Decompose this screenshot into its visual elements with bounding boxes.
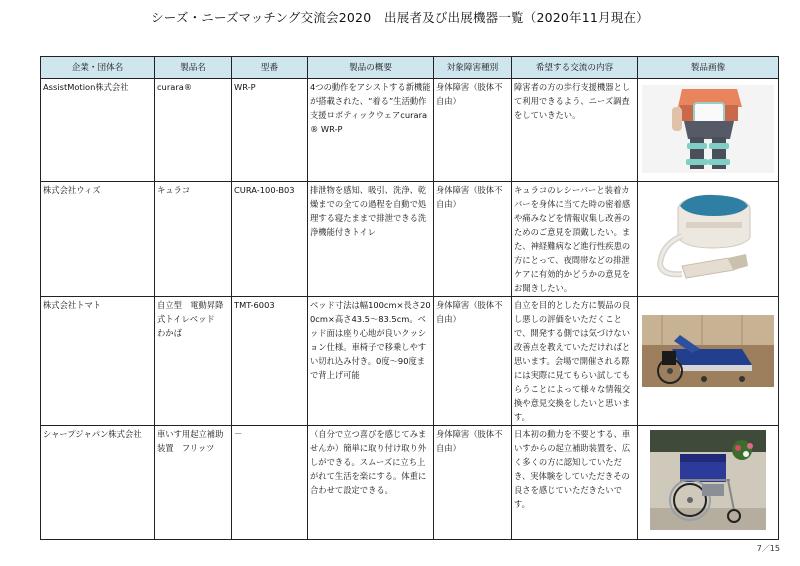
exchange-cell: 日本初の動力を不要とする、車いすからの起立補助装置を、広く多くの方に認知していただき、実体験をしていただきその良さを感じていただきたいです。 bbox=[512, 426, 638, 540]
header-product: 製品名 bbox=[155, 57, 232, 79]
exchange-cell: 自立を目的とした方に製品の良し悪しの評価をいただくことで、開発する側では気づけない改善点を教えていただければと思います。会場で開催される際には実際に見てもらい試してもらうことによって様々な情報交換や意見交換をしたいと思います。 bbox=[512, 297, 638, 426]
target-cell: 身体障害（肢体不自由） bbox=[434, 297, 512, 426]
company-cell: 株式会社トマト bbox=[41, 297, 155, 426]
exchange-cell: キュラコのレシーバーと装着カバーを身体に当てた時の密着感や痛みなどを情報収集し改善のためのご意見を頂戴したい。また、神経難病など進行性疾患の方にとって、夜間帯などの排泄ケアに有効的かどうかの意見をお聞きしたい。 bbox=[512, 182, 638, 297]
image-cell bbox=[638, 426, 779, 540]
company-cell: AssistMotion株式会社 bbox=[41, 79, 155, 182]
header-overview: 製品の概要 bbox=[308, 57, 434, 79]
target-cell: 身体障害（肢体不自由） bbox=[434, 79, 512, 182]
header-model: 型番 bbox=[232, 57, 308, 79]
target-cell: 身体障害（肢体不自由） bbox=[434, 426, 512, 540]
header-image: 製品画像 bbox=[638, 57, 779, 79]
page-title: シーズ・ニーズマッチング交流会2020 出展者及び出展機器一覧（2020年11月現在） bbox=[151, 10, 649, 25]
overview-cell: （自分で立つ喜びを感じてみませんか）簡単に取り付け取り外しができる。スムーズに立ち上がれて生活を楽にする。体重に合わせて設定できる。 bbox=[308, 426, 434, 540]
model-cell: WR-P bbox=[232, 79, 308, 182]
product-cell: 車いす用起立補助装置 フリッツ bbox=[155, 426, 232, 540]
exchange-cell: 障害者の方の歩行支援機器として利用できるよう、ニーズ調査をしていきたい。 bbox=[512, 79, 638, 182]
table-row bbox=[41, 297, 779, 426]
table-row bbox=[41, 79, 779, 182]
table-row bbox=[41, 182, 779, 297]
model-cell: TMT-6003 bbox=[232, 297, 308, 426]
header-exchange: 希望する交流の内容 bbox=[512, 57, 638, 79]
product-cell: 自立型 電動昇降式トイレベッド わかば bbox=[155, 297, 232, 426]
wheelchair-photo bbox=[650, 430, 766, 530]
company-cell: シャープジャパン株式会社 bbox=[41, 426, 155, 540]
toilet-bed-photo bbox=[642, 315, 774, 387]
table-header-row bbox=[41, 57, 779, 79]
header-target: 対象障害種別 bbox=[434, 57, 512, 79]
table-row bbox=[41, 426, 779, 540]
page-number: 7／15 bbox=[756, 544, 780, 553]
model-cell: CURA-100-B03 bbox=[232, 182, 308, 297]
product-cell: curara® bbox=[155, 79, 232, 182]
header-company: 企業・団体名 bbox=[41, 57, 155, 79]
target-cell: 身体障害（肢体不自由） bbox=[434, 182, 512, 297]
overview-cell: 排泄物を感知、吸引、洗浄、乾燥までの全ての過程を自動で処理する寝たままで排泄できる洗浄機能付きトイレ bbox=[308, 182, 434, 297]
robotic-wear-photo bbox=[642, 85, 774, 173]
overview-cell: ベッド寸法は幅100cm×長さ200cm×高さ43.5～83.5cm。ベッド面は座り心地が良いクッション仕様。車椅子で移乗しやすい切れ込み付き。0度～90度まで背上げ可能 bbox=[308, 297, 434, 426]
company-cell: 株式会社ウィズ bbox=[41, 182, 155, 297]
product-cell: キュラコ bbox=[155, 182, 232, 297]
image-cell bbox=[638, 79, 779, 182]
toilet-device-photo bbox=[642, 188, 774, 282]
model-cell: － bbox=[232, 426, 308, 540]
exhibitor-table bbox=[40, 56, 779, 540]
overview-cell: 4つの動作をアシストする新機能が搭載された、“着る”生活動作支援ロボティックウェアcurara® WR-P bbox=[308, 79, 434, 182]
image-cell bbox=[638, 182, 779, 297]
image-cell bbox=[638, 297, 779, 426]
